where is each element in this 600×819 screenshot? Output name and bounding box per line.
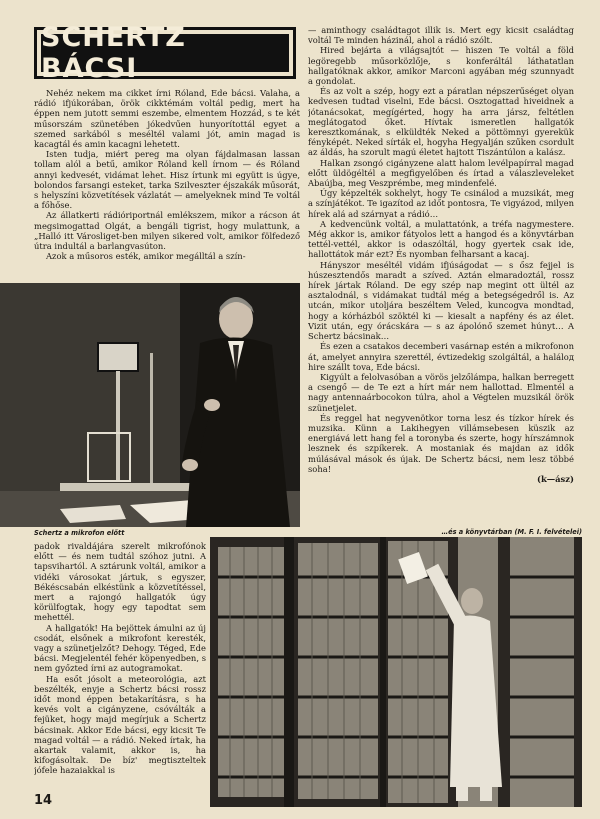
paragraph: padok rivaldájára szerelt mikrofónok előtt — és nem tudtál szóhoz jutni. A tapsvihartól. A sztárunk voltál, amikor a vidéki városokat jártuk, s egyszer, Békéscsabán elkéstünk a közvetítéssel, mert a rajongó hallgatók úgy körülfogtak, hogy egy tapodtat sem mehettél. bbox=[34, 541, 206, 623]
paragraph: Kigyúlt a felolvasóban a vörös jelzőlámpa, halkan berregett a csengő — de Te ezt a hírt már nem hallottad. Elmentél a nagy antennaárbocokon túlra, ahol a Végtelen muzsikál örök szünetjelet. bbox=[308, 371, 574, 413]
paragraph: — aminthogy családtagot illik is. Mert egy kicsit családtag voltál Te minden házinál, ahol a rádió szólt. bbox=[308, 25, 574, 46]
photo-caption-left: Schertz a mikrofon előtt bbox=[34, 529, 125, 537]
photo-man-in-library bbox=[210, 537, 582, 807]
bottom-column-text bbox=[34, 541, 206, 789]
paragraph: Úgy képzelték sokhelyt, hogy Te csinálod a muzsikát, meg a színjátékot. Te igazítod az időt pontosra, Te vigyázod, milyen hírek alá ad szárnyat a rádió… bbox=[308, 188, 574, 219]
paragraph: És ezen a csatakos decemberi vasárnap estén a mikrofonon át, amelyet annyira szerettél, évtizedekig szolgáltál, a haláloд hire szállt tova, Ede bácsi. bbox=[308, 341, 574, 372]
author-signature: (k—ász) bbox=[536, 473, 574, 484]
paragraph: Ha esőt jósolt a meteorológia, azt beszélték, enyje a Schertz bácsi rossz időt mond éppen betakarításra, s ha kevés volt a cigányzene, csóválták a fejüket, hogy majd megírjuk a Schertz bácsinak. Akkor Ede bácsi, egy kicsit Te magad voltál — a rádió. Neked írtak, ha akartak valamit, akkor is, ha kifogásoltak. De bíz' megtiszteltek jófele hazaiakkal is bbox=[34, 673, 206, 776]
paragraph: És az volt a szép, hogy ezt a páratlan népszerűséget olyan kedvesen tudtad viselni, Ede bácsi. Osztogattad hiveidnek a jótanácsokat, megígérted, hogy ha arra jársz, feltétlen meglátogatod őket. Hívtak ismeretlen hallgatók keresztkomának, s elküldték Neked a pöttömnyi gyerekük fényképét. Neked sírták el, hogyha Hegyalján szűken csordult az áldás, ha szorult magú életet hajtott Tiszántúlon a kalász. bbox=[308, 86, 574, 158]
photo-caption-right: …és a könyvtárban (M. F. I. felvételei) bbox=[441, 528, 582, 536]
photo-man-at-microphone bbox=[0, 283, 300, 527]
paragraph: Isten tudja, miért pereg ma olyan fájdalmasan lassan tollam alól a betű, amikor Róland kell írnom — és Róland annyi kedvesét, vidámat lehet. Hisz írtunk mi együtt is úgye, bolondos farsangi esteket, tarka Szilveszter éjszakák műsorát, s helyszíni közvetítések vázlatát — amelyeknek mind Te voltál a főhőse. bbox=[34, 149, 300, 211]
paragraph: Az állatkerti rádióriportnál emlékszem, mikor a rácson át megsimogattad Olgát, a bengáli tigrist, hogy mulattunk, a „Halló itt Városliget-ben milyen sikered volt, amikor fölfedező útra indultál a barlangvasúton. bbox=[34, 210, 300, 252]
page-number: 14 bbox=[34, 793, 53, 808]
paragraph: Halkan zsongó cigányzene alatt halom levélpapírral magad előtt üldögéltél a megfigyelőben és írtad a válaszleveleket Abaújba, meg Veszprémbe, meg mindenfelé. bbox=[308, 157, 574, 189]
paragraph: Azok a műsoros esték, amikor megálltál a szín- bbox=[46, 251, 246, 262]
article-title-box bbox=[34, 22, 296, 84]
paragraph: Hányszor meséltél vidám ifjúságodat — s ősz fejjel is húszesztendős maradt a szíved. Aztán elmaradoztál, rossz hírek jártak Róland. De egy szép nap megint ott ültél az asztalodnál, s vidámakat tudtál még a betegségedről is. Az utcán, mikor utoljára beszéltem Veled, kuncogva mondtad, hogy a kórházból szöktél ki — kiesalt a napfény és az élet. Vizit után, egy órácskára — s az ápolónő szemet húnyt… A Schertz bácsinak… bbox=[308, 259, 574, 342]
paragraph: Hired bejárta a világsajtót — hiszen Te voltál a föld legöregebb műsorközlője, s konferáltál láthatatlan hallgatóknak akkor, amikor Marconi agyában még szunnyadt a gondolat. bbox=[308, 45, 574, 87]
left-column-text bbox=[34, 88, 300, 280]
paragraph: És reggel hat negyvenötkor torna lesz és tízkor hírek és muzsika. Künn a Lakihegyen villámsebesen küszik az energiává lett hang fel a toronyba és szerte, hogy hírszámnok lesznek és szpíkerek. A mostaniak és majdan az idők múlásával mások és újak. De Schertz bácsi, nem lesz többé soha! bbox=[308, 412, 574, 474]
microphone-scene-illustration bbox=[0, 283, 300, 527]
library-scene-illustration bbox=[210, 537, 582, 807]
paragraph: A kedvencünk voltál, a mulattatónk, a tréfa nagymestere. Még akkor is, amikor fátyolos lett a hangod és a könyvtárban tettél-vettél, akkor is odaszóltál, hogy gyertek csak ide, hallottátok már ezt? És nyomban felharsant a kacaj. bbox=[308, 218, 574, 260]
paragraph: A hallgatók! Ha bejöttek ámulni az új csodát, elsőnek a mikrofont keresték, vagy a szünetjelzőt? Dehogy. Téged, Ede bácsi. Megjelentél fehér köpenyedben, s nem győzted írni az autogramokat. bbox=[34, 622, 206, 674]
article-title: SCHERTZ BÁCSI bbox=[41, 34, 289, 72]
paragraph: Nehéz nekem ma cikket írni Róland, Ede bácsi. Valaha, a rádió ifjúkorában, örök cikktémám voltál pedig, mert ha éppen nem jutott semmi eszembe, elmentem Hozzád, s te két műsorszám szünetében jókedvűen hunyorítottál egyet a szemed sarkából s meséltél valami jót, amin magad is kacagtál és amin kacagni lehetett. bbox=[34, 88, 300, 150]
right-column-text bbox=[308, 25, 574, 523]
